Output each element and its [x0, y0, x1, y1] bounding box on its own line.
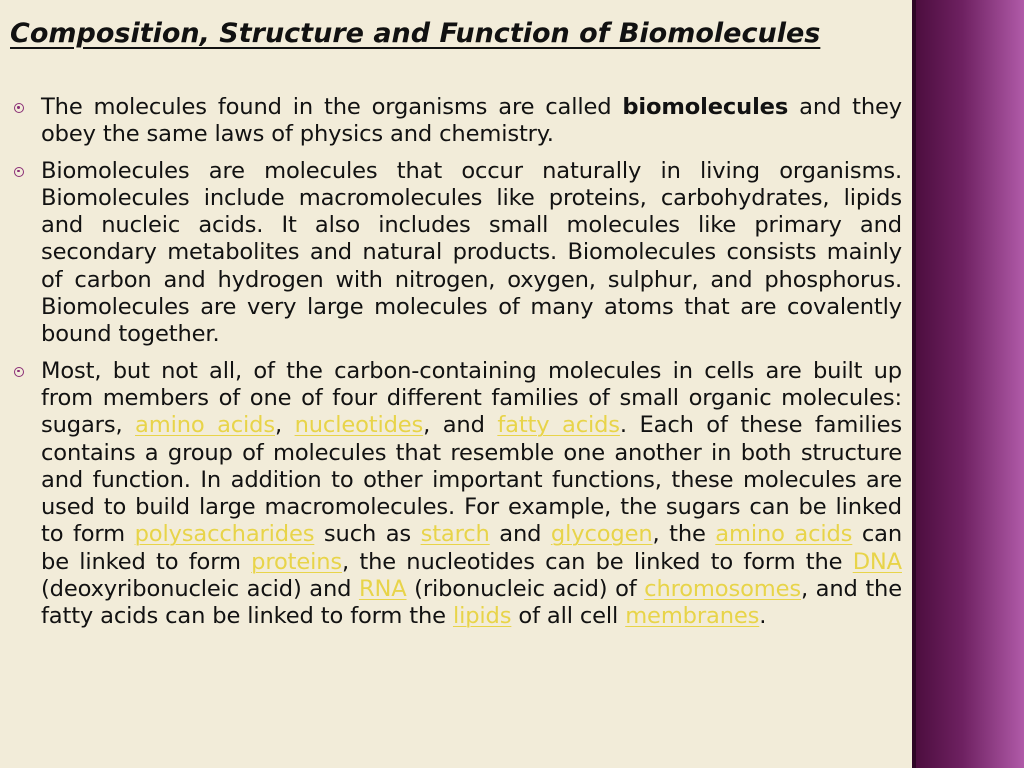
link-glycogen[interactable]: glycogen — [550, 521, 653, 548]
term-biomolecules: biomolecules — [622, 94, 789, 120]
link-rna[interactable]: RNA — [358, 576, 407, 603]
link-fatty-acids[interactable]: fatty acids — [497, 412, 620, 439]
side-band-border — [912, 0, 916, 768]
bullet-text-1: The molecules found in the organisms are called biomolecules and they obey the same laws of physics and chemistry. — [41, 94, 902, 148]
slide-title: Composition, Structure and Function of Biomolecules — [10, 18, 821, 49]
link-starch[interactable]: starch — [420, 521, 490, 548]
bullet-ring-icon — [14, 367, 24, 377]
bullet-item-3 — [14, 358, 902, 631]
link-chromosomes[interactable]: chromosomes — [644, 576, 801, 603]
link-polysaccharides[interactable]: polysaccharides — [134, 521, 315, 548]
bullet-ring-icon — [14, 167, 24, 177]
bullet-ring-icon — [14, 103, 24, 113]
bullet-list — [14, 94, 902, 640]
link-dna[interactable]: DNA — [852, 548, 902, 575]
link-proteins[interactable]: proteins — [251, 548, 343, 575]
link-amino-acids-2[interactable]: amino acids — [715, 521, 853, 548]
link-amino-acids[interactable]: amino acids — [135, 412, 275, 439]
link-membranes[interactable]: membranes — [625, 603, 760, 630]
link-lipids[interactable]: lipids — [452, 603, 512, 630]
bullet-item-2 — [14, 158, 902, 349]
side-decorative-band — [912, 0, 1024, 768]
bullet-text-3: Most, but not all, of the carbon-containing molecules in cells are built up from members of one of four different families of small organic molecules: sugars, amino acids, nucleotides, and fatty acids. Each of these families contains a group of molecules that resemble one another in both structure and function. In addition to other important functions, these molecules are used to build large macromolecules. For example, the sugars can be linked to form polysaccharides such as starch and glycogen, the amino acids can be linked to form proteins, the nucleotides can be linked to form the DNA (deoxyribonucleic acid) and RNA (ribonucleic acid) of chromosomes, and the fatty acids can be linked to form the lipids of all cell membranes. — [41, 357, 902, 630]
bullet-text-2: Biomolecules are molecules that occur naturally in living organisms. Biomolecules include macromolecules like proteins, carbohydrates, lipids and nucleic acids. It also includes small molecules like primary and secondary metabolites and natural products. Biomolecules consists mainly of carbon and hydrogen with nitrogen, oxygen, sulphur, and phosphorus. Biomolecules are very large molecules of many atoms that are covalently bound together. — [41, 157, 902, 348]
link-nucleotides[interactable]: nucleotides — [294, 412, 424, 439]
bullet-item-1 — [14, 94, 902, 149]
